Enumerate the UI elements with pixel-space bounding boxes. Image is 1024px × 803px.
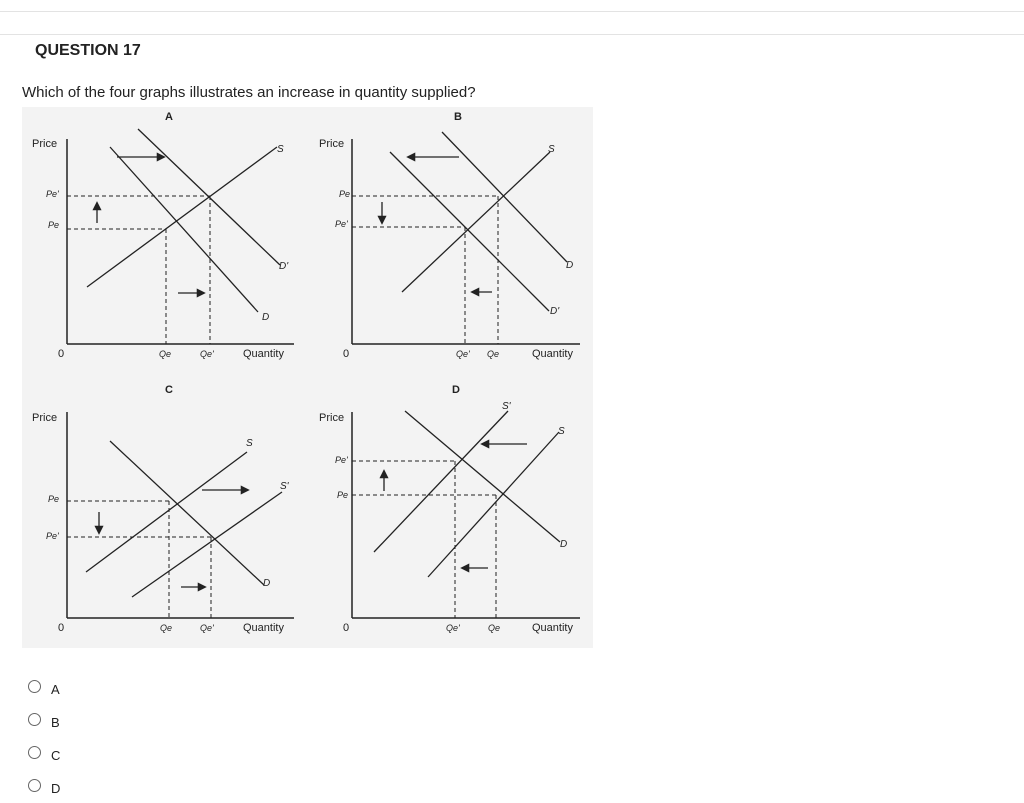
graph-c-demand-curve (110, 441, 264, 585)
graph-c-pe-prime-label: Pe' (46, 531, 59, 541)
question-text: Which of the four graphs illustrates an increase in quantity supplied? (22, 84, 476, 101)
graph-d-x-axis-label: Quantity (532, 622, 573, 634)
graph-d-demand-label: D (560, 539, 568, 550)
graph-a-qe-label: Qe (159, 349, 172, 359)
option-d-radio[interactable] (28, 779, 41, 792)
graph-d (319, 384, 580, 634)
graph-a (32, 111, 294, 360)
graphs-figure (22, 107, 593, 648)
option-d[interactable] (28, 775, 60, 795)
graph-a-pe-label: Pe (48, 220, 60, 230)
option-c-label[interactable]: C (51, 747, 61, 763)
option-d-label[interactable]: D (51, 780, 61, 796)
graph-c-letter: C (165, 384, 173, 396)
graph-c-shifted-supply-label: S' (280, 481, 289, 492)
header-divider (0, 34, 1024, 35)
graph-d-demand-curve (405, 411, 560, 542)
option-c[interactable] (28, 742, 60, 762)
option-a-label[interactable]: A (51, 681, 60, 697)
graph-b-pe-label: Pe (339, 189, 351, 199)
graph-d-y-axis-label: Price (319, 412, 345, 424)
question-title: QUESTION 17 (35, 42, 141, 59)
graph-c-qe-prime-label: Qe' (200, 623, 214, 633)
graph-d-origin-label: 0 (343, 622, 350, 634)
graph-b-x-axis-label: Quantity (532, 348, 573, 360)
graph-c-x-axis-label: Quantity (243, 622, 284, 634)
graph-a-origin-label: 0 (58, 348, 65, 360)
graph-b-y-axis-label: Price (319, 138, 345, 150)
graph-c-y-axis-label: Price (32, 412, 58, 424)
graph-a-shifted-demand-curve (138, 129, 280, 265)
graph-d-supply-label: S (558, 426, 565, 437)
graph-d-qe-prime-label: Qe' (446, 623, 460, 633)
graph-d-letter: D (452, 384, 460, 396)
graph-b (319, 111, 580, 360)
graph-b-supply-label: S (548, 144, 555, 155)
graph-b-pe-prime-label: Pe' (335, 219, 348, 229)
option-a[interactable] (28, 676, 60, 696)
graph-d-pe-label: Pe (337, 490, 349, 500)
graph-c-pe-label: Pe (48, 494, 60, 504)
graph-a-pe-prime-label: Pe' (46, 189, 59, 199)
graph-a-shifted-demand-label: D' (279, 261, 289, 272)
graph-b-letter: B (454, 111, 462, 123)
graph-c-supply-curve (86, 452, 247, 572)
graph-c-qe-label: Qe (160, 623, 173, 633)
graph-c-supply-label: S (246, 438, 253, 449)
graph-b-qe-prime-label: Qe' (456, 349, 470, 359)
graph-d-pe-prime-label: Pe' (335, 455, 348, 465)
option-a-radio[interactable] (28, 680, 41, 693)
graph-a-qe-prime-label: Qe' (200, 349, 214, 359)
graph-a-demand-label: D (262, 312, 270, 323)
graph-c (32, 384, 294, 634)
graph-b-shifted-demand-label: D' (550, 306, 560, 317)
graph-a-letter: A (165, 111, 173, 123)
option-b-label[interactable]: B (51, 714, 60, 730)
graph-c-demand-label: D (263, 578, 271, 589)
option-c-radio[interactable] (28, 746, 41, 759)
option-b[interactable] (28, 709, 60, 729)
graph-a-supply-label: S (277, 144, 284, 155)
option-b-radio[interactable] (28, 713, 41, 726)
graph-b-qe-label: Qe (487, 349, 500, 359)
graph-b-demand-label: D (566, 260, 574, 271)
graph-b-origin-label: 0 (343, 348, 350, 360)
graph-c-origin-label: 0 (58, 622, 65, 634)
top-divider (0, 11, 1024, 12)
graph-a-x-axis-label: Quantity (243, 348, 284, 360)
graph-a-y-axis-label: Price (32, 138, 58, 150)
graph-d-qe-label: Qe (488, 623, 501, 633)
graph-d-supply-curve (428, 432, 559, 577)
graph-d-shifted-supply-label: S' (502, 401, 511, 412)
graph-a-supply-curve (87, 147, 277, 287)
